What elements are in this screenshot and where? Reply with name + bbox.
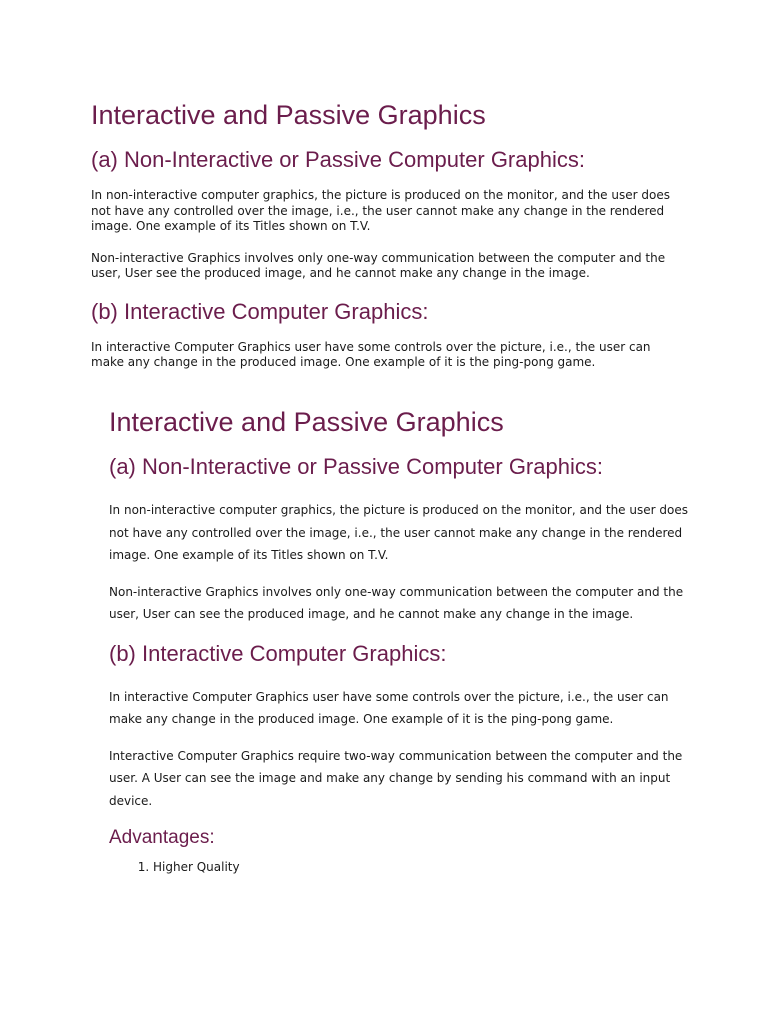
paragraph: In non-interactive computer graphics, the picture is produced on the monitor, and the user does not have any controlled over the image, i.e., the user cannot make any change in the rendered image. One example of its Titles shown on T.V.: [109, 503, 688, 562]
subheading-non-interactive: (a) Non-Interactive or Passive Computer Graphics:: [91, 147, 585, 172]
paragraph: Non-interactive Graphics involves only one-way communication between the computer and the user, User see the produced image, and he cannot make any change in the image.: [91, 250, 666, 280]
page-title: Interactive and Passive Graphics: [91, 100, 486, 130]
advantages-heading: Advantages:: [109, 827, 215, 848]
paragraph: Interactive Computer Graphics require two-way communication between the computer and the user. A User can see the image and make any change by sending his command with an input device.: [109, 748, 683, 808]
paragraph: In interactive Computer Graphics user have some controls over the picture, i.e., the user can make any change in the produced image. One example of it is the ping-pong game.: [91, 339, 651, 369]
paragraph: In non-interactive computer graphics, the picture is produced on the monitor, and the user does not have any controlled over the image, i.e., the user cannot make any change in the rendered image. One example of its Titles shown on T.V.: [91, 188, 670, 233]
document-section-spaced: [109, 405, 689, 876]
advantages-list: [109, 858, 689, 876]
subheading-non-interactive: (a) Non-Interactive or Passive Computer Graphics:: [109, 454, 603, 479]
subheading-interactive: (b) Interactive Computer Graphics:: [109, 640, 447, 666]
paragraph: In interactive Computer Graphics user have some controls over the picture, i.e., the user can make any change in the produced image. One example of it is the ping-pong game.: [109, 689, 669, 726]
subheading-interactive: (b) Interactive Computer Graphics:: [91, 298, 429, 324]
section-title: Interactive and Passive Graphics: [109, 407, 504, 437]
document-section-compact: [91, 98, 681, 387]
list-item: 1. Higher Quality: [153, 858, 689, 876]
paragraph: Non-interactive Graphics involves only one-way communication between the computer and the user, User can see the produced image, and he cannot make any change in the image.: [109, 584, 684, 621]
